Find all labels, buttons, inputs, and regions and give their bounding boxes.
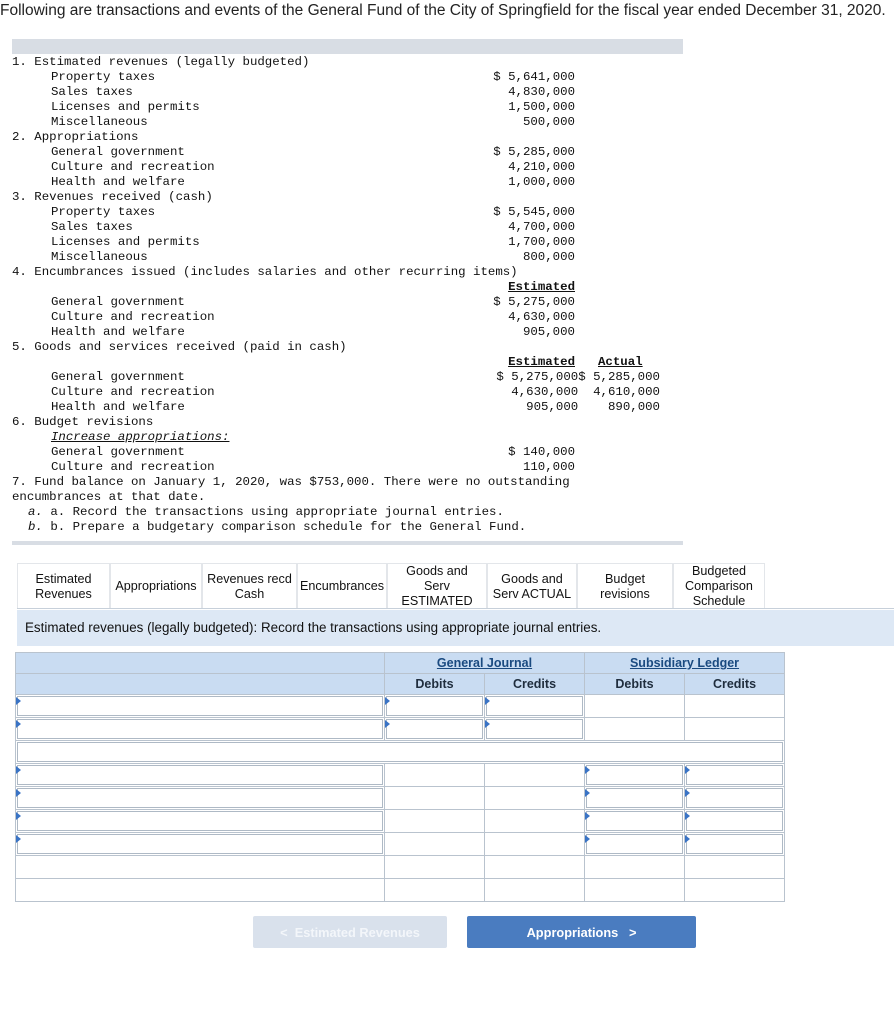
problem-amount: $ 140,000 [508,445,575,459]
tab-encumbrances[interactable]: Encumbrances [297,563,387,609]
account-cell[interactable] [16,695,385,718]
subsidiary-ledger-heading: Subsidiary Ledger [585,653,785,674]
requirement-tabs [17,563,765,609]
tab-estimated-revenues[interactable]: Estimated Revenues [17,563,110,609]
problem-line: Increase appropriations: [51,430,230,444]
gj-debit-cell [385,810,485,833]
problem-line: 6. Budget revisions [12,415,154,429]
sl-debit-cell [585,718,685,741]
sl-debit-cell[interactable] [585,810,685,833]
problem-line: General government [51,145,185,159]
problem-line: 3. Revenues received (cash) [12,190,213,204]
sl-debit-cell[interactable] [585,787,685,810]
problem-amount: 1,500,000 [508,100,575,114]
next-tab-button[interactable] [467,916,696,948]
problem-amount: $ 5,641,000 [493,70,575,84]
gj-debit-cell[interactable] [385,695,485,718]
task-b: b. Prepare a budgetary comparison schedule for the General Fund. [50,520,527,534]
problem-line: Culture and recreation [51,160,215,174]
problem-line: Miscellaneous [51,115,148,129]
journal-row [16,833,785,856]
sl-credit-cell[interactable] [685,810,785,833]
journal-row [16,764,785,787]
gj-debit-cell [385,879,485,902]
sl-credit-cell[interactable] [685,833,785,856]
problem-line: Culture and recreation [51,385,215,399]
problem-line: b. b. Prepare a budgetary comparison schedule for the General Fund. [28,520,527,534]
chevron-right-icon: > [628,924,637,940]
instruction-banner: Estimated revenues (legally budgeted): Record the transactions using appropriate journal entries. [17,610,894,646]
problem-line: Health and welfare [51,325,185,339]
prev-tab-label: Estimated Revenues [294,924,420,940]
tab-revenues-recd-cash[interactable]: Revenues recd Cash [202,563,297,609]
sl-debit-cell[interactable] [585,833,685,856]
problem-amount: 4,830,000 [508,85,575,99]
journal-header-row [16,653,785,674]
problem-amount: 4,700,000 [508,220,575,234]
journal-subheader-row [16,674,785,695]
column-heading: Estimated [508,280,575,294]
problem-line: Sales taxes [51,85,133,99]
account-cell[interactable] [16,718,385,741]
problem-amount: 4,630,000 [508,310,575,324]
problem-amount: $ 5,285,000 [493,145,575,159]
problem-line: 2. Appropriations [12,130,139,144]
gj-debit-cell [385,787,485,810]
problem-amount: 4,630,000 4,610,000 [511,385,660,399]
journal-row [16,856,785,879]
problem-line: Licenses and permits [51,235,200,249]
gj-debits-heading: Debits [385,674,485,695]
sl-debit-cell [585,856,685,879]
problem-amount: 905,000 890,000 [526,400,660,414]
gj-debit-cell [385,856,485,879]
tab-budget-revisions[interactable]: Budget revisions [577,563,673,609]
problem-line: Sales taxes [51,220,133,234]
sl-credit-cell[interactable] [685,764,785,787]
problem-line: Culture and recreation [51,310,215,324]
gj-credit-cell [485,764,585,787]
sl-debit-cell [585,879,685,902]
task-a: a. Record the transactions using appropriate journal entries. [50,505,504,519]
problem-line: 1. Estimated revenues (legally budgeted) [12,55,310,69]
problem-line: Property taxes [51,205,156,219]
problem-amount: 800,000 [522,250,575,264]
column-heading: Actual [598,355,643,369]
tab-appropriations[interactable]: Appropriations [110,563,202,609]
gj-credit-cell [485,787,585,810]
problem-line: encumbrances at that date. [12,490,206,504]
sl-credit-cell [685,695,785,718]
top-divider [12,39,683,54]
prev-tab-button[interactable]: < Estimated Revenues [253,916,447,948]
general-journal-heading: General Journal [385,653,585,674]
problem-amount: 1,700,000 [508,235,575,249]
journal-table [15,652,785,902]
tab-budgeted-comparison-schedule[interactable]: Budgeted Comparison Schedule [673,563,765,609]
problem-line: Property taxes [51,70,156,84]
journal-row [16,787,785,810]
sl-credits-heading: Credits [685,674,785,695]
next-tab-label: Appropriations [526,924,619,940]
problem-amount: 1,000,000 [508,175,575,189]
gj-debit-cell [385,764,485,787]
problem-line: a. a. Record the transactions using appropriate journal entries. [28,505,504,519]
problem-amount: 110,000 [522,460,575,474]
problem-line: Health and welfare [51,175,185,189]
journal-row [16,718,785,741]
account-cell[interactable] [16,833,385,856]
problem-line: Licenses and permits [51,100,200,114]
gj-debit-cell[interactable] [385,718,485,741]
problem-amount: $ 5,545,000 [493,205,575,219]
gj-credit-cell [485,879,585,902]
problem-line: 5. Goods and services received (paid in cash) [12,340,347,354]
journal-row [16,810,785,833]
gj-credit-cell[interactable] [485,695,585,718]
page-title: Following are transactions and events of the General Fund of the City of Springfield for the fiscal year ended December 31, 2020. [0,2,886,19]
problem-line: General government [51,370,185,384]
problem-line: Health and welfare [51,400,185,414]
account-cell[interactable] [16,810,385,833]
problem-amount: 500,000 [522,115,575,129]
problem-line: 4. Encumbrances issued (includes salaries and other recurring items) [12,265,518,279]
tab-underline [17,608,894,609]
account-cell[interactable] [16,764,385,787]
gj-credit-cell[interactable] [485,718,585,741]
sl-debit-cell[interactable] [585,764,685,787]
sl-debits-heading: Debits [585,674,685,695]
problem-amount: 905,000 [522,325,575,339]
gj-credit-cell [485,856,585,879]
problem-line: Miscellaneous [51,250,148,264]
journal-row [16,879,785,902]
sl-credit-cell [685,718,785,741]
account-cell[interactable] [16,787,385,810]
journal-row [16,695,785,718]
column-heading: Estimated [508,355,575,369]
problem-line: 7. Fund balance on January 1, 2020, was $753,000. There were no outstanding [12,475,570,489]
account-cell[interactable] [16,741,785,764]
problem-line: General government [51,295,185,309]
bottom-divider [12,541,683,545]
account-cell [16,856,385,879]
tab-goods-serv-actual[interactable]: Goods and Serv ACTUAL [487,563,577,609]
tab-goods-serv-estimated[interactable]: Goods and Serv ESTIMATED [387,563,487,609]
problem-line: Culture and recreation [51,460,215,474]
problem-amount: 4,210,000 [508,160,575,174]
problem-amount: $ 5,275,000 [493,295,575,309]
journal-row [16,741,785,764]
account-cell [16,879,385,902]
sl-debit-cell [585,695,685,718]
problem-line: General government [51,445,185,459]
sl-credit-cell [685,856,785,879]
gj-credit-cell [485,810,585,833]
gj-credit-cell [485,833,585,856]
sl-credit-cell [685,879,785,902]
sl-credit-cell[interactable] [685,787,785,810]
problem-amount: $ 5,275,000$ 5,285,000 [496,370,660,384]
gj-debit-cell [385,833,485,856]
gj-credits-heading: Credits [485,674,585,695]
